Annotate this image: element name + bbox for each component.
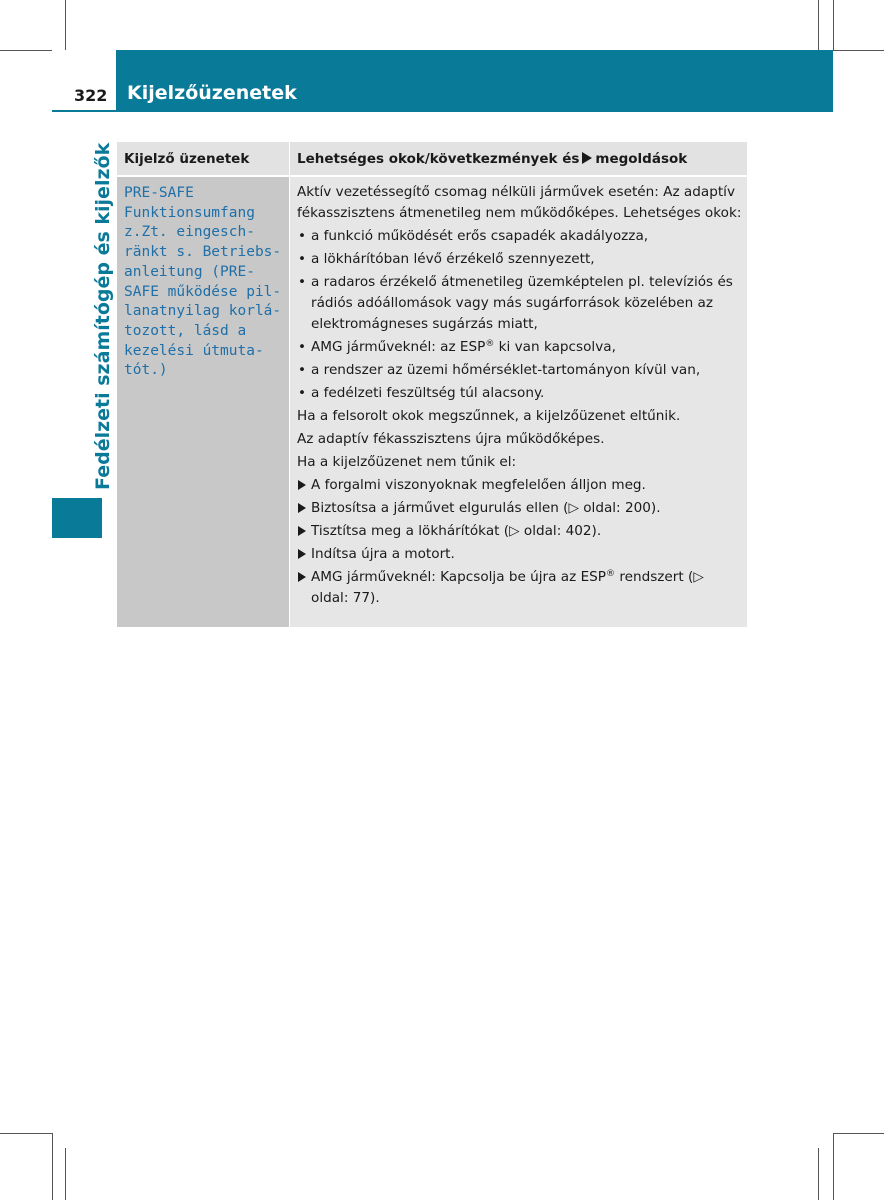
list-item: • AMG járműveknél: az ESP® ki van kapcsolva, [298, 339, 616, 355]
header-divider [117, 175, 747, 177]
crop-mark [818, 0, 819, 50]
table-header-cell [117, 142, 289, 175]
crop-mark [0, 1133, 52, 1134]
page-number: 322 [74, 86, 108, 105]
side-tab-marker [52, 498, 102, 538]
crop-mark [818, 1148, 819, 1200]
step-arrow-icon [298, 480, 306, 490]
step-item [297, 567, 745, 609]
cause-text: a fedélzeti feszültség túl alacsony. [311, 385, 545, 401]
list-item: • a funkció működését erős csapadék akadályozza, [298, 228, 649, 244]
col2-header [297, 151, 687, 167]
arrow-right-icon [582, 152, 592, 164]
step-item [297, 521, 745, 542]
step-text: AMG járműveknél: Kapcsolja be újra az ESP® rendszert (▷ oldal: 77). [311, 569, 704, 606]
header-underline [52, 110, 833, 112]
note-text: Az adaptív fékasszisztens újra működőképes. [297, 431, 605, 447]
col2-header-text-end: megoldások [595, 151, 688, 167]
cause-text: a rendszer az üzemi hőmérséklet-tartományon kívül van, [311, 362, 701, 378]
col1-header: Kijelző üzenetek [124, 151, 250, 167]
crop-mark [833, 50, 884, 51]
step-text: Tisztítsa meg a lökhárítókat (▷ oldal: 402). [311, 523, 602, 539]
note-text: Ha a felsorolt okok megszűnnek, a kijelzőüzenet eltűnik. [297, 408, 681, 424]
step-arrow-icon [298, 572, 306, 582]
step-arrow-icon [298, 526, 306, 536]
step-item [297, 544, 745, 565]
side-tab-label: Fedélzeti számítógép és kijelzők [92, 142, 114, 490]
step-text: A forgalmi viszonyoknak megfelelően álljon meg. [311, 477, 646, 493]
step-text: Biztosítsa a járművet elgurulás ellen (▷ oldal: 200). [311, 500, 661, 516]
list-item: • a radaros érzékelő átmenetileg üzemképtelen pl. televíziós és rádiós adóállomások vagy más sugárforrások közelében az elektromágneses sugárzás miatt, [298, 274, 733, 332]
crop-mark [65, 0, 66, 50]
cause-text: AMG járműveknél: az ESP® ki van kapcsolva, [311, 339, 616, 355]
section-title: Kijelzőüzenetek [127, 82, 297, 104]
step-item [297, 498, 745, 519]
cause-text: a lökhárítóban lévő érzékelő szennyezett, [311, 251, 595, 267]
crop-mark [833, 0, 834, 50]
crop-mark [833, 1133, 884, 1134]
crop-mark [65, 1148, 66, 1200]
crop-mark [52, 1133, 53, 1200]
note-text: Ha a kijelzőüzenet nem tűnik el: [297, 454, 517, 470]
cause-text: a radaros érzékelő átmenetileg üzemképtelen pl. televíziós és rádiós adóállomások vagy más sugárforrások közelében az elektromágneses sugárzás miatt, [311, 274, 733, 332]
crop-mark [0, 50, 52, 51]
col2-header-text: Lehetséges okok/következmények és [297, 151, 580, 167]
list-item: • a fedélzeti feszültség túl alacsony. [298, 385, 545, 401]
solution-text [297, 182, 745, 611]
table-header-cell [290, 142, 747, 175]
step-text: Indítsa újra a motort. [311, 546, 455, 562]
intro-text: Aktív vezetéssegítő csomag nélküli járművek esetén: Az adaptív fékasszisztens átmenetileg nem működőképes. Lehetséges okok: [297, 184, 742, 221]
list-item: • a lökhárítóban lévő érzékelő szennyezett, [298, 251, 595, 267]
display-message-text: PRE-SAFE Funktionsumfang z.Zt. eingesch- ränkt s. Betriebs- anleitung (PRE- SAFE működése pil- lanatnyilag korlá- tozott, lásd a kezelési útmuta- tót.) [124, 185, 282, 379]
message-table [117, 142, 747, 627]
step-arrow-icon [298, 549, 306, 559]
cause-text: a funkció működését erős csapadék akadályozza, [311, 228, 649, 244]
step-item [297, 475, 745, 496]
step-arrow-icon [298, 503, 306, 513]
crop-mark [833, 1133, 834, 1200]
list-item: • a rendszer az üzemi hőmérséklet-tartományon kívül van, [298, 362, 701, 378]
